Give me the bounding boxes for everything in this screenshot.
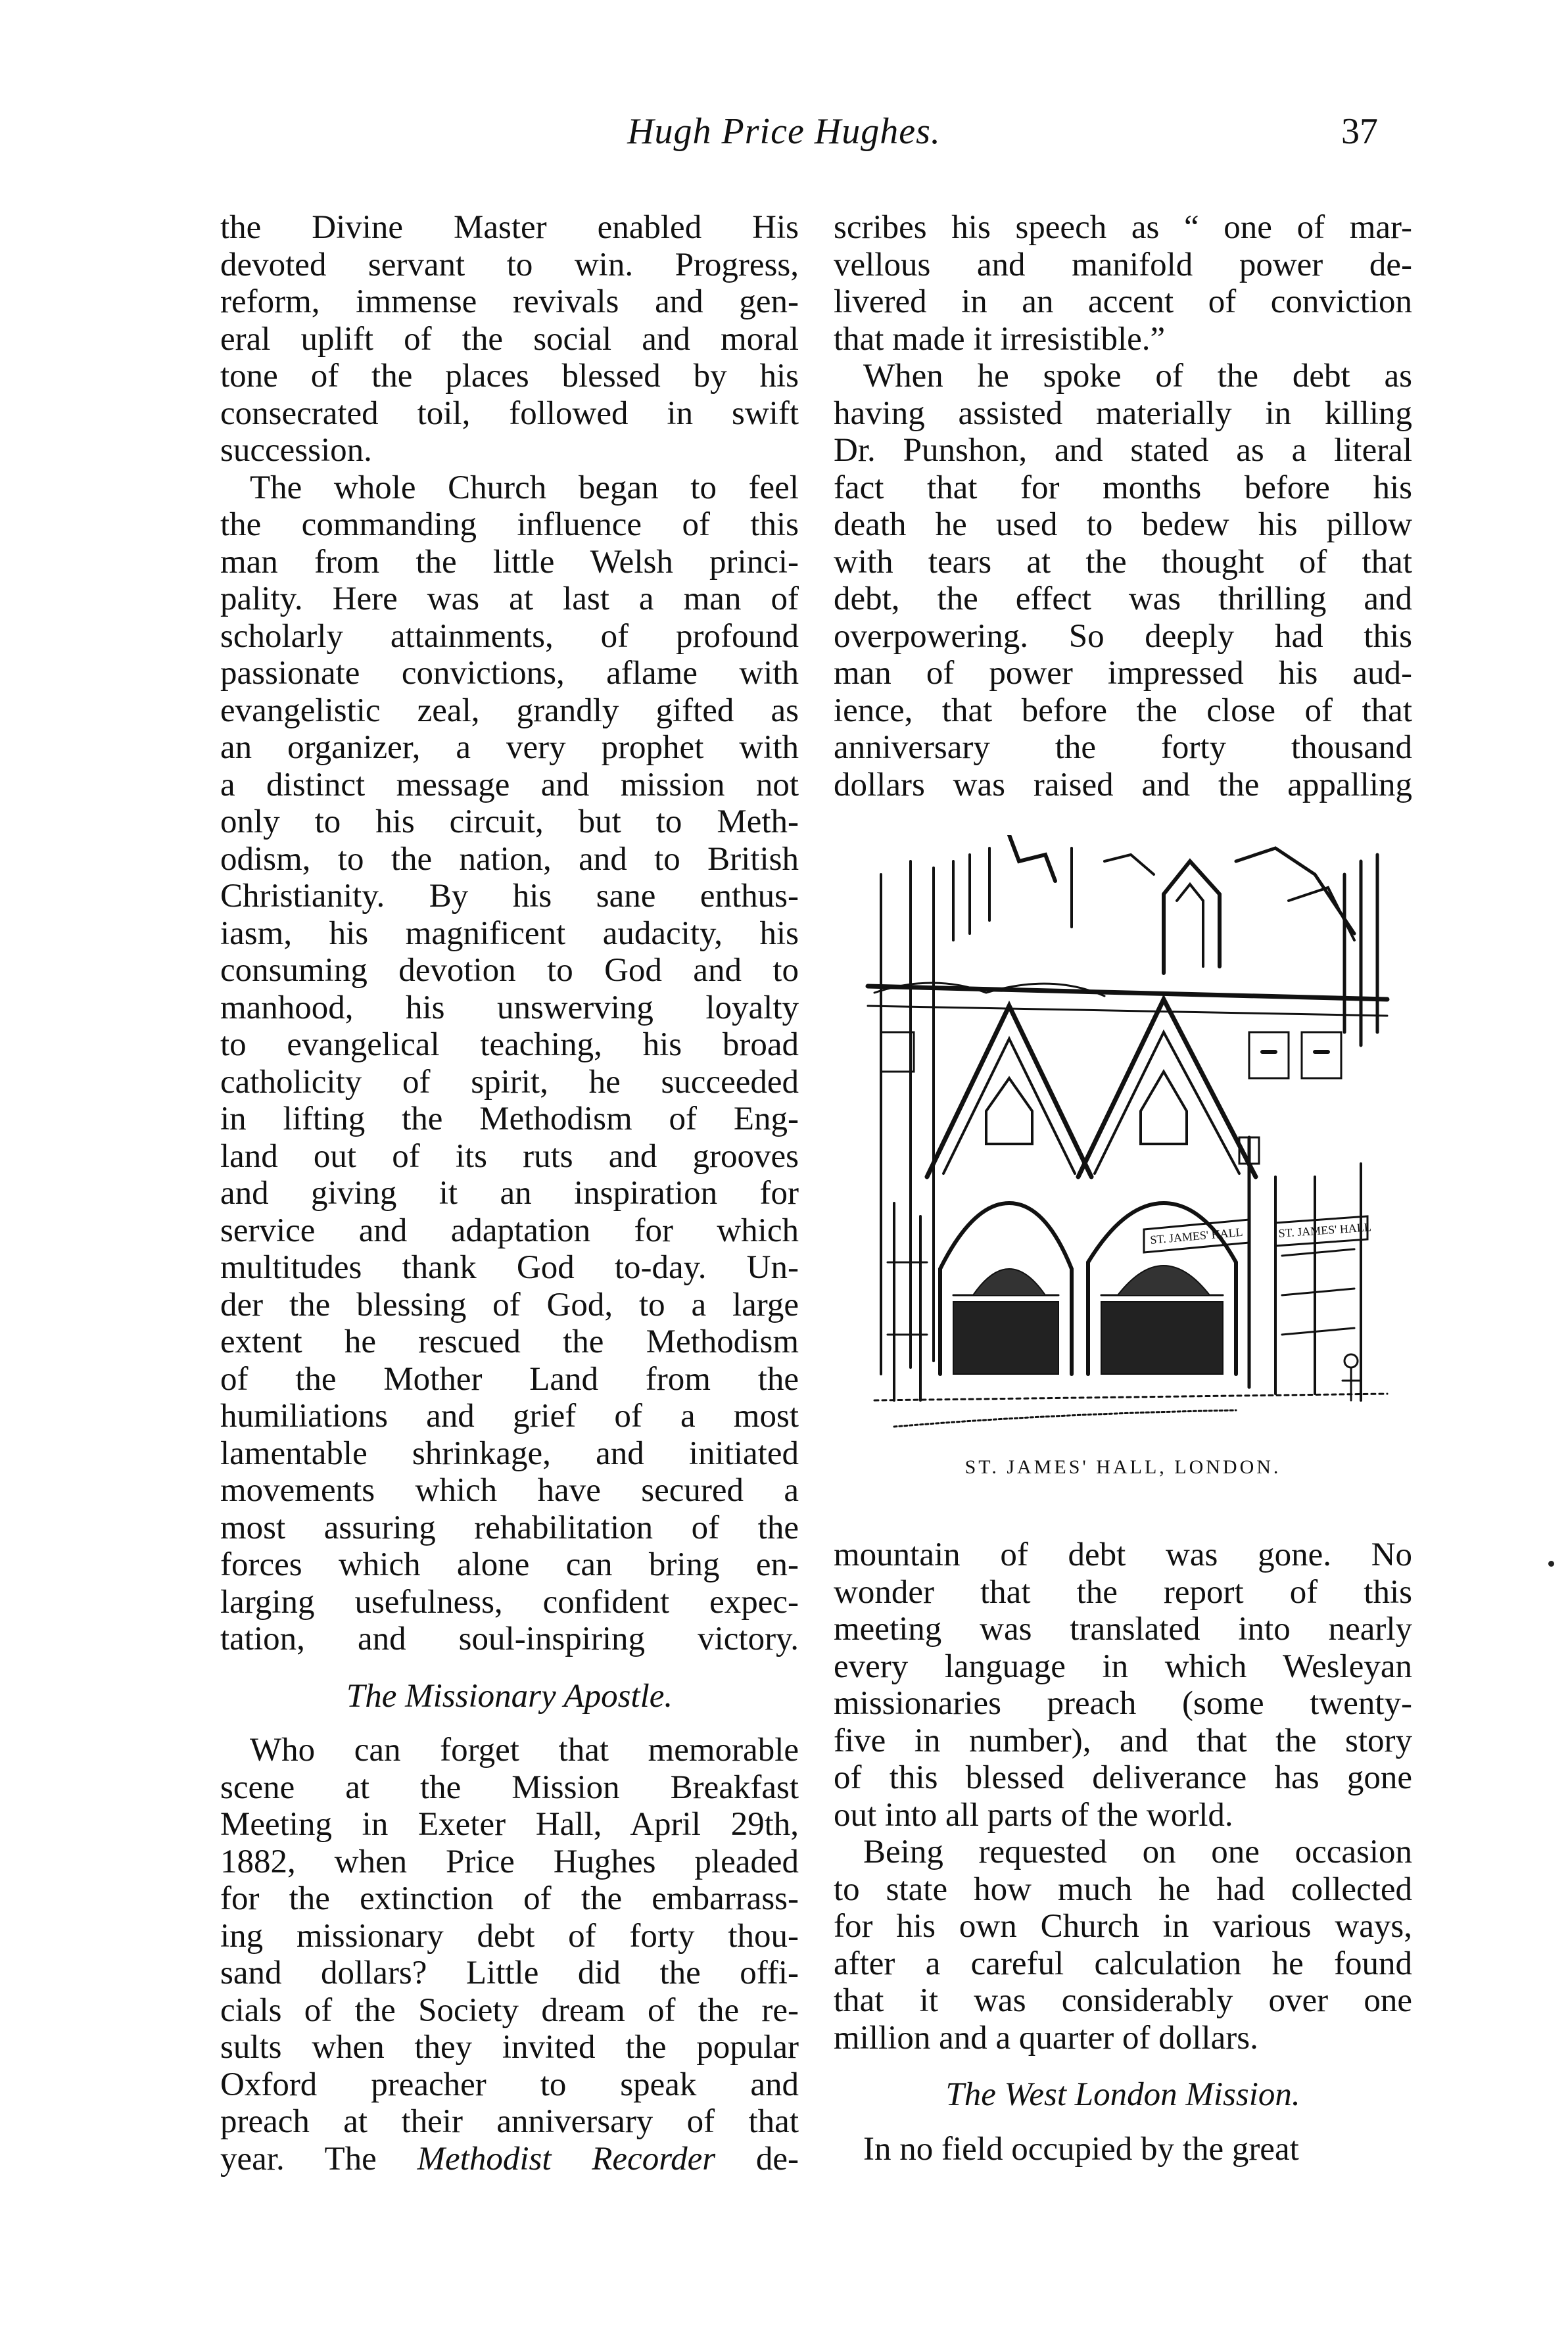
text-line: manhood, his unswerving loyalty bbox=[220, 989, 799, 1026]
text-line: out into all parts of the world. bbox=[834, 1796, 1233, 1834]
text-line: to state how much he had collected bbox=[834, 1870, 1412, 1908]
text-line: iasm, his magnificent audacity, his bbox=[220, 915, 799, 952]
text-line: overpowering. So deeply had this bbox=[834, 617, 1412, 655]
text-line: odism, to the nation, and to British bbox=[220, 840, 799, 878]
text-line: Who can forget that memorable bbox=[250, 1732, 799, 1769]
text-line: scribes his speech as “ one of mar- bbox=[834, 209, 1412, 246]
text-line: catholicity of spirit, he succeeded bbox=[220, 1063, 799, 1101]
spacer bbox=[220, 1658, 799, 1678]
running-title: Hugh Price Hughes. bbox=[627, 111, 941, 152]
text-line: ing missionary debt of forty thou- bbox=[220, 1917, 799, 1955]
right-column-top bbox=[834, 209, 1412, 803]
text-line: tone of the places blessed by his bbox=[220, 358, 799, 394]
spacer bbox=[834, 2114, 1412, 2131]
text-line: a distinct message and mission not bbox=[220, 766, 799, 803]
text-line: vellous and manifold power de- bbox=[834, 246, 1412, 283]
text-line: of this blessed deliverance has gone bbox=[834, 1759, 1412, 1796]
text-line: death he used to bedew his pillow bbox=[834, 506, 1412, 543]
right-column-bottom bbox=[834, 1536, 1412, 2168]
text-line: anniversary the forty thousand bbox=[834, 729, 1412, 766]
text-line: Being requested on one occasion bbox=[863, 1834, 1412, 1870]
text-line: for his own Church in various ways, bbox=[834, 1908, 1412, 1945]
sign-text: ST. JAMES' HALL bbox=[1149, 1225, 1244, 1247]
text-line: man of power impressed his aud- bbox=[834, 655, 1412, 692]
text-line: extent he rescued the Methodism bbox=[220, 1323, 799, 1360]
text-line: scholarly attainments, of profound bbox=[220, 617, 799, 655]
text-line: preach at their anniversary of that bbox=[220, 2103, 799, 2140]
text-line: lamentable shrinkage, and initiated bbox=[220, 1435, 799, 1472]
text-line: man from the little Welsh princi- bbox=[220, 543, 799, 581]
text-line: Meeting in Exeter Hall, April 29th, bbox=[220, 1806, 799, 1843]
text-line: dollars was raised and the appalling bbox=[834, 766, 1412, 803]
text-line: land out of its ruts and grooves bbox=[220, 1137, 799, 1175]
text-line: missionaries preach (some twenty- bbox=[834, 1685, 1412, 1722]
text-line: succession. bbox=[220, 432, 372, 469]
text-line: When he spoke of the debt as bbox=[863, 358, 1412, 394]
text-line-last bbox=[220, 2141, 799, 2178]
text-line: an organizer, a very prophet with bbox=[220, 729, 799, 766]
figure-caption: ST. JAMES' HALL, LONDON. bbox=[964, 1456, 1281, 1478]
margin-mark bbox=[1548, 1561, 1554, 1567]
text-line: consuming devotion to God and to bbox=[220, 952, 799, 989]
text-line: larging usefulness, confident expec- bbox=[220, 1583, 799, 1621]
text-line: Christianity. By his sane enthus- bbox=[220, 878, 799, 915]
text-line: consecrated toil, followed in swift bbox=[220, 394, 799, 432]
text-line: reform, immense revivals and gen- bbox=[220, 283, 799, 320]
text-line: movements which have secured a bbox=[220, 1472, 799, 1509]
text-line: The whole Church began to feel bbox=[250, 469, 799, 506]
text-line: in lifting the Methodism of Eng- bbox=[220, 1101, 799, 1137]
text-line: the commanding influence of this bbox=[220, 506, 799, 543]
text-line: fact that for months before his bbox=[834, 469, 1412, 506]
text-line: Dr. Punshon, and stated as a literal bbox=[834, 432, 1412, 469]
text-line: multitudes thank God to-day. Un- bbox=[220, 1249, 799, 1286]
text-line: scene at the Mission Breakfast bbox=[220, 1769, 799, 1806]
left-column bbox=[220, 209, 799, 2177]
text-line: tation, and soul-inspiring victory. bbox=[220, 1621, 799, 1657]
text-line: evangelistic zeal, grandly gifted as bbox=[220, 692, 799, 729]
text-line: meeting was translated into nearly bbox=[834, 1611, 1412, 1648]
text-line: humiliations and grief of a most bbox=[220, 1398, 799, 1435]
text-line: der the blessing of God, to a large bbox=[220, 1286, 799, 1323]
spacer bbox=[834, 2057, 1412, 2076]
text-line: wonder that the report of this bbox=[834, 1573, 1412, 1611]
text-line: Oxford preacher to speak and bbox=[220, 2066, 799, 2103]
text-line: sults when they invited the popular bbox=[220, 2029, 799, 2066]
text-line: forces which alone can bring en- bbox=[220, 1546, 799, 1583]
text-line: pality. Here was at last a man of bbox=[220, 581, 799, 617]
journal-title: Methodist Recorder bbox=[417, 2140, 716, 2177]
page-number: 37 bbox=[1341, 111, 1378, 152]
text-line: million and a quarter of dollars. bbox=[834, 2019, 1258, 2057]
text-line: and giving it an inspiration for bbox=[220, 1175, 799, 1212]
text-line: sand dollars? Little did the offi- bbox=[220, 1955, 799, 1991]
text-line: that made it irresistible.” bbox=[834, 320, 1166, 358]
sign-text: ST. JAMES' HALL bbox=[1277, 1220, 1372, 1240]
text-line: devoted servant to win. Progress, bbox=[220, 246, 799, 283]
section-heading-west-london-mission: The West London Mission. bbox=[945, 2076, 1300, 2113]
text-line: of the Mother Land from the bbox=[220, 1360, 799, 1398]
spacer bbox=[220, 1715, 799, 1732]
text-segment: year. The bbox=[220, 2140, 417, 2177]
figure-st-james-hall bbox=[855, 835, 1400, 1433]
text-line: with tears at the thought of that bbox=[834, 543, 1412, 581]
text-line: In no field occupied by the great bbox=[863, 2130, 1299, 2168]
text-line: that it was considerably over one bbox=[834, 1982, 1412, 2019]
text-line: for the extinction of the embarrass- bbox=[220, 1880, 799, 1917]
text-line: mountain of debt was gone. No bbox=[834, 1536, 1412, 1573]
text-segment: de- bbox=[715, 2140, 799, 2177]
text-line: eral uplift of the social and moral bbox=[220, 320, 799, 358]
text-line: every language in which Wesleyan bbox=[834, 1648, 1412, 1685]
text-line: to evangelical teaching, his broad bbox=[220, 1026, 799, 1063]
building-illustration bbox=[855, 835, 1400, 1433]
text-line: livered in an accent of conviction bbox=[834, 283, 1412, 320]
text-line: after a careful calculation he found bbox=[834, 1945, 1412, 1982]
text-line: passionate convictions, aflame with bbox=[220, 655, 799, 692]
text-line: having assisted materially in killing bbox=[834, 394, 1412, 432]
text-line: service and adaptation for which bbox=[220, 1212, 799, 1249]
text-line: most assuring rehabilitation of the bbox=[220, 1509, 799, 1546]
text-line: five in number), and that the story bbox=[834, 1722, 1412, 1759]
text-line: only to his circuit, but to Meth- bbox=[220, 803, 799, 840]
text-line: the Divine Master enabled His bbox=[220, 209, 799, 246]
text-line: 1882, when Price Hughes pleaded bbox=[220, 1843, 799, 1880]
text-line: ience, that before the close of that bbox=[834, 692, 1412, 729]
text-line: debt, the effect was thrilling and bbox=[834, 581, 1412, 617]
section-heading-missionary-apostle: The Missionary Apostle. bbox=[346, 1677, 673, 1715]
text-line: cials of the Society dream of the re- bbox=[220, 1991, 799, 2029]
